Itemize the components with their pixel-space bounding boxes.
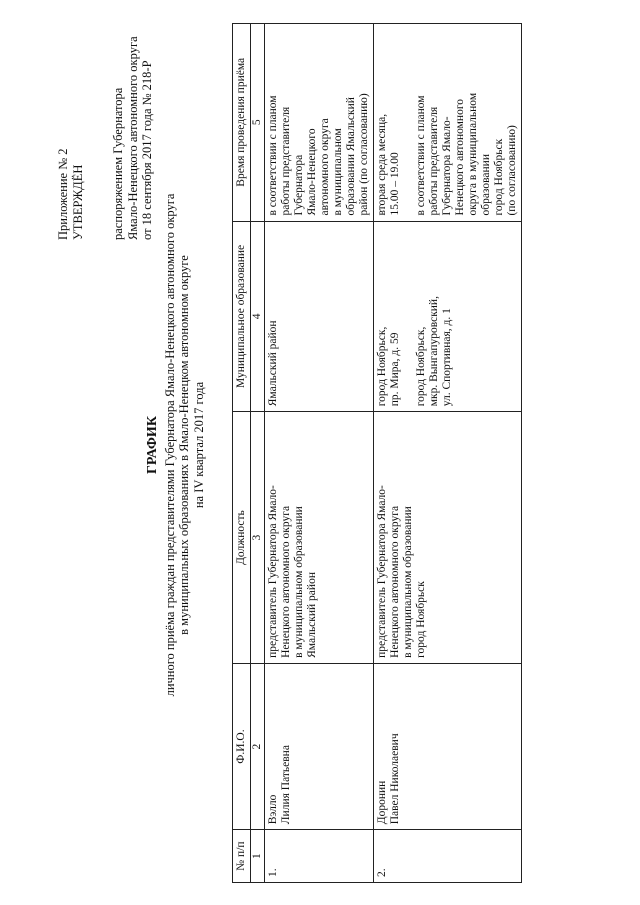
- cell-line: Ненецкого автономного округа: [389, 505, 401, 658]
- cell-line: Ямальский район: [267, 320, 279, 407]
- cell-time: [265, 24, 374, 222]
- column-number: 2: [251, 663, 265, 829]
- header-number: № п/п: [233, 830, 251, 883]
- cell-line: в муниципальном: [332, 128, 344, 216]
- cell-position: [265, 412, 374, 664]
- cell-line: Губернатора Ямало-: [441, 116, 453, 216]
- cell-time: [374, 24, 522, 222]
- column-number: 1: [251, 830, 265, 883]
- cell-line: представитель Губернатора Ямало-: [376, 485, 388, 658]
- cell-line: работы представителя: [280, 106, 292, 216]
- cell-position: [374, 412, 522, 664]
- order-line: распоряжением Губернатора: [111, 87, 125, 240]
- approved-label: УТВЕРЖДЁН: [70, 164, 85, 240]
- cell-line: автономного округа: [319, 118, 331, 216]
- cell-number: 1.: [265, 830, 374, 883]
- order-line: Ямало-Ненецкого автономного округа: [125, 36, 140, 240]
- cell-line: Доронин: [376, 780, 388, 825]
- document-title: [146, 85, 206, 805]
- cell-line: образовании: [480, 154, 492, 216]
- header-position: Должность: [233, 412, 251, 664]
- cell-line: мкр. Вынгапуровский,: [428, 296, 440, 407]
- cell-name: [265, 663, 374, 829]
- appendix-label: Приложение № 2: [56, 148, 70, 240]
- cell-name: [374, 663, 522, 829]
- cell-line: работы представителя: [428, 106, 440, 216]
- cell-line: 15.00 – 19.00: [389, 152, 401, 216]
- cell-line: Ненецкого автономного: [454, 98, 466, 216]
- cell-line: город Ноябрьск: [493, 138, 505, 216]
- column-number: 3: [251, 412, 265, 664]
- table-header-row: [233, 24, 251, 883]
- cell-line: в соответствии с планом: [267, 95, 279, 216]
- cell-line: ул. Спортивная, д. 1: [441, 308, 453, 407]
- cell-number: 2.: [374, 830, 522, 883]
- cell-municipality: [374, 221, 522, 412]
- column-number-row: [251, 24, 265, 883]
- cell-line: пр. Мира, д. 59: [389, 332, 401, 407]
- cell-line: Ямальский район: [306, 572, 318, 658]
- title-line: на IV квартал 2017 года: [191, 381, 206, 509]
- cell-line: вторая среда месяца,: [376, 113, 388, 216]
- cell-line: представитель Губернатора Ямало-: [267, 485, 279, 658]
- cell-line: город Ноябрьск: [415, 581, 427, 658]
- approval-block: [56, 15, 155, 240]
- table-body: [265, 24, 522, 883]
- title-main: ГРАФИК: [145, 416, 160, 474]
- cell-line: в соответствии с планом: [415, 95, 427, 216]
- header-name: Ф.И.О.: [233, 663, 251, 829]
- title-line: в муниципальных образованиях в Ямало-Ненецком автономном округе: [177, 255, 191, 635]
- cell-line: Ненецкого автономного округа: [280, 505, 292, 658]
- cell-line: в муниципальном образовании: [402, 506, 414, 658]
- cell-line: город Ноябрьск,: [415, 326, 427, 407]
- cell-line: Павел Николаевич: [389, 733, 401, 825]
- cell-line: Лилия Патьевна: [280, 745, 292, 825]
- cell-line: в муниципальном образовании: [293, 506, 305, 658]
- table-row: [374, 24, 522, 883]
- cell-line: район (по согласованию): [358, 93, 370, 216]
- header-municipality: Муниципальное образование: [233, 221, 251, 412]
- cell-line: образовании Ямальский: [345, 97, 357, 216]
- column-number: 5: [251, 24, 265, 222]
- cell-line: город Ноябрьск,: [376, 326, 388, 407]
- cell-line: (по согласованию): [506, 125, 518, 216]
- table-row: [265, 24, 374, 883]
- title-line: личного приёма граждан представителями Губернатора Ямало-Ненецкого автономного округа: [162, 193, 177, 697]
- column-number: 4: [251, 221, 265, 412]
- header-time: Время проведения приёма: [233, 24, 251, 222]
- cell-line: [402, 29, 415, 216]
- schedule-table: [232, 23, 522, 883]
- cell-municipality: [265, 221, 374, 412]
- cell-line: округа в муниципальном: [467, 92, 479, 216]
- cell-line: Губернатора: [293, 154, 305, 216]
- cell-line: Вэлло: [267, 794, 279, 825]
- cell-line: Ямало-Ненецкого: [306, 128, 318, 216]
- cell-line: [402, 227, 415, 407]
- order-line: от 18 сентября 2017 года № 218-Р: [140, 60, 154, 240]
